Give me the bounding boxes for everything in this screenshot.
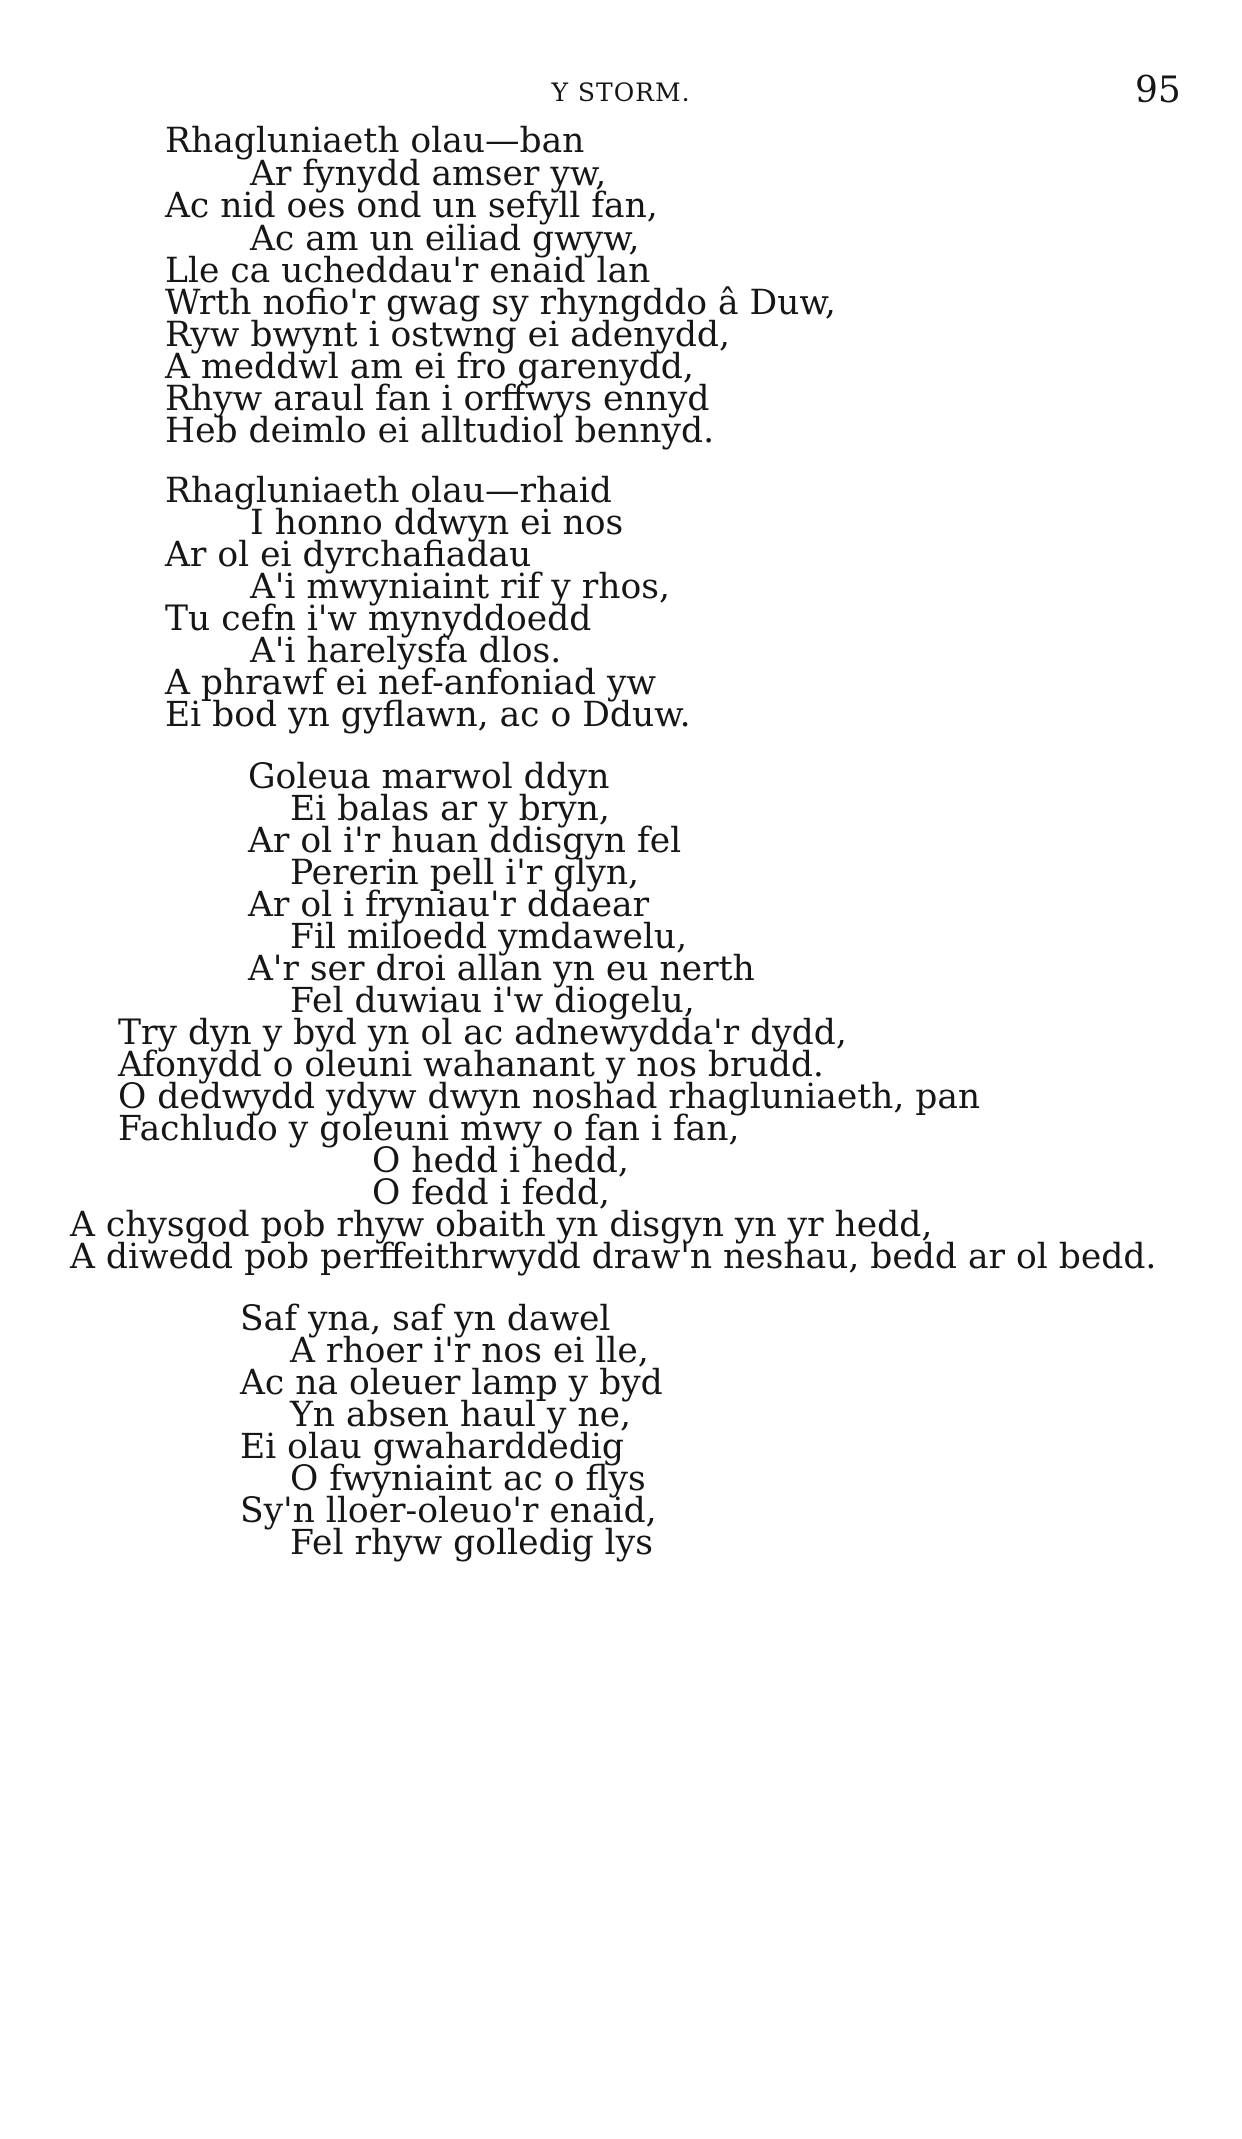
poem-line: Ei balas ar y bryn, [290, 789, 610, 829]
poem-line: Ac na oleuer lamp y byd [240, 1363, 663, 1403]
poem-line: A'r ser droi allan yn eu nerth [248, 949, 755, 989]
poem-line: Lle ca ucheddau'r enaid lan [165, 251, 651, 291]
poem-line: Heb deimlo ei alltudiol bennyd. [165, 411, 715, 451]
poem-line: Ar ol i fryniau'r ddaear [248, 885, 650, 925]
poem-line: Afonydd o oleuni wahanant y nos brudd. [118, 1045, 824, 1085]
poem-line: Ar ol i'r huan ddisgyn fel [248, 821, 682, 861]
poem-line: A'i mwyniaint rif y rhos, [250, 567, 670, 607]
poem-line: Goleua marwol ddyn [248, 757, 610, 797]
poem-line: O dedwydd ydyw dwyn noshad rhagluniaeth, pan [118, 1077, 981, 1117]
poem-line: Ei olau gwaharddedig [240, 1427, 624, 1467]
poem-line: Ryw bwynt i ostwng ei adenydd, [165, 315, 730, 355]
poem-line: Rhyw araul fan i orffwys ennyd [165, 379, 710, 419]
poem-line: A chysgod pob rhyw obaith yn disgyn yn yr hedd, [70, 1205, 933, 1245]
poem-line: A rhoer i'r nos ei lle, [290, 1331, 649, 1371]
poem-line: Fel duwiau i'w diogelu, [290, 981, 695, 1021]
poem-line: Rhagluniaeth olau—rhaid [165, 471, 612, 511]
poem-line: A'i harelysfa dlos. [250, 631, 562, 671]
poem-line: Ac nid oes ond un sefyll fan, [165, 186, 658, 226]
poem-line: Saf yna, saf yn dawel [240, 1299, 611, 1339]
poem-line: A meddwl am ei fro garenydd, [165, 347, 694, 387]
poem-line: A diwedd pob perffeithrwydd draw'n neshau, bedd ar ol bedd. [70, 1237, 1157, 1277]
poem-line: Fachludo y goleuni mwy o fan i fan, [118, 1109, 740, 1149]
poem-line: Ar fynydd amser yw, [250, 154, 607, 194]
poem-line: Tu cefn i'w mynyddoedd [165, 599, 592, 639]
poem-line: Wrth nofio'r gwag sy rhyngddo â Duw, [165, 283, 836, 323]
poem-line: O hedd i hedd, [372, 1141, 629, 1181]
running-title: Y STORM. [551, 78, 691, 107]
poem-line: O fedd i fedd, [372, 1173, 610, 1213]
poem-line: Pererin pell i'r glyn, [290, 853, 640, 893]
poem-line: Ar ol ei dyrchafiadau [165, 535, 532, 575]
poem-line: Ac am un eiliad gwyw, [250, 219, 640, 259]
poem-line: Ei bod yn gyflawn, ac o Dduw. [165, 695, 691, 735]
poem-line: Fil miloedd ymdawelu, [290, 917, 688, 957]
poem-line: Sy'n lloer-oleuo'r enaid, [240, 1491, 657, 1531]
page-number: 95 [1135, 70, 1181, 111]
poem-line: I honno ddwyn ei nos [250, 503, 624, 543]
poem-line: Try dyn y byd yn ol ac adnewydda'r dydd, [118, 1013, 847, 1053]
poem-line: O fwyniaint ac o flys [290, 1459, 646, 1499]
poem-line: Yn absen haul y ne, [290, 1395, 631, 1435]
poem-line: Fel rhyw golledig lys [290, 1523, 653, 1563]
poem-line: A phrawf ei nef-anfoniad yw [165, 663, 656, 703]
poem-line: Rhagluniaeth olau—ban [165, 121, 585, 161]
